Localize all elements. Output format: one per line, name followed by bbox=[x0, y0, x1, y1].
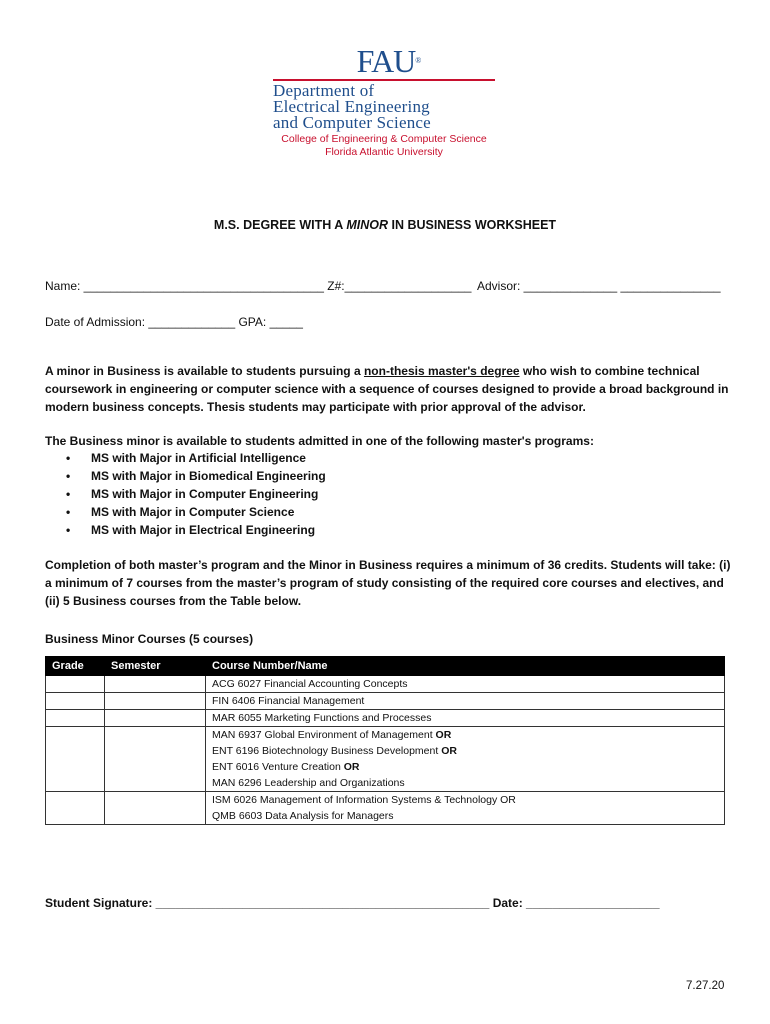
table-header-row bbox=[46, 657, 725, 676]
course-line bbox=[212, 759, 718, 775]
semester-cell[interactable] bbox=[105, 710, 206, 727]
table-row bbox=[46, 710, 725, 727]
program-item bbox=[45, 503, 326, 521]
semester-cell[interactable] bbox=[105, 792, 206, 825]
programs-list bbox=[45, 449, 326, 539]
bullet-icon: • bbox=[66, 451, 71, 465]
course-cell bbox=[206, 710, 725, 727]
intro-paragraph bbox=[45, 362, 735, 416]
program-label: MS with Major in Biomedical Engineering bbox=[91, 469, 326, 483]
course-text: ISM 6026 Management of Information Systems & Technology OR bbox=[212, 794, 516, 806]
table-row bbox=[46, 676, 725, 693]
department-line-1: Department of bbox=[273, 81, 375, 100]
university-name: Florida Atlantic University bbox=[325, 146, 443, 158]
completion-paragraph: Completion of both master’s program and the Minor in Business requires a minimum of 36 credits. Students will take: (i) a minimum of 7 courses from the master’s program of study consisting of the required core courses and electives, and (ii) 5 Business courses from the Table below. bbox=[45, 558, 731, 608]
table-title: Business Minor Courses (5 courses) bbox=[45, 632, 254, 646]
revision-date: 7.27.20 bbox=[686, 980, 725, 992]
course-or: OR bbox=[435, 729, 452, 741]
course-header: Course Number/Name bbox=[206, 657, 725, 676]
semester-cell[interactable] bbox=[105, 693, 206, 710]
bullet-icon: • bbox=[66, 469, 71, 483]
course-text: ENT 6016 Venture Creation bbox=[212, 761, 344, 773]
grade-cell[interactable] bbox=[46, 792, 105, 825]
admission-gpa-field[interactable]: Date of Admission: _____________ GPA: _____ bbox=[45, 315, 303, 329]
program-label: MS with Major in Computer Engineering bbox=[91, 487, 319, 501]
department-name bbox=[273, 83, 495, 131]
course-cell bbox=[206, 792, 725, 825]
program-label: MS with Major in Electrical Engineering bbox=[91, 523, 316, 537]
grade-cell[interactable] bbox=[46, 693, 105, 710]
department-line-3: and Computer Science bbox=[273, 113, 431, 132]
program-label: MS with Major in Computer Science bbox=[91, 505, 295, 519]
course-cell bbox=[206, 727, 725, 792]
table-row bbox=[46, 693, 725, 710]
course-text: QMB 6603 Data Analysis for Managers bbox=[212, 810, 394, 822]
course-line bbox=[212, 808, 718, 824]
page-title bbox=[0, 218, 770, 232]
course-text: MAR 6055 Marketing Functions and Processes bbox=[212, 712, 432, 724]
advisor-field[interactable]: Advisor: ______________ _______________ bbox=[477, 279, 721, 293]
table-row bbox=[46, 792, 725, 825]
grade-cell[interactable] bbox=[46, 727, 105, 792]
bullet-icon: • bbox=[66, 505, 71, 519]
course-or: OR bbox=[343, 761, 360, 773]
fau-logo bbox=[347, 44, 431, 78]
course-cell bbox=[206, 676, 725, 693]
department-line-2: Electrical Engineering bbox=[273, 97, 430, 116]
program-item bbox=[45, 521, 326, 539]
fau-logo-trademark: ® bbox=[415, 56, 422, 65]
bullet-icon: • bbox=[66, 523, 71, 537]
semester-cell[interactable] bbox=[105, 676, 206, 693]
intro-text-2: who wish to combine technical coursework in engineering or computer science with a sequence of courses designed to provide a broad background in modern business concepts. Thesis students may participate with prior approval of the advisor. bbox=[45, 364, 729, 414]
title-italic: MINOR bbox=[346, 218, 388, 232]
course-line bbox=[212, 710, 718, 726]
course-text: MAN 6937 Global Environment of Management bbox=[212, 729, 436, 741]
course-line bbox=[212, 676, 718, 692]
course-line bbox=[212, 693, 718, 709]
course-line bbox=[212, 727, 718, 743]
course-line bbox=[212, 792, 718, 808]
program-item bbox=[45, 467, 326, 485]
college-block bbox=[273, 133, 495, 159]
table-row bbox=[46, 727, 725, 792]
course-cell bbox=[206, 693, 725, 710]
course-text: FIN 6406 Financial Management bbox=[212, 695, 365, 707]
fau-logo-text: FAU bbox=[356, 43, 416, 79]
grade-cell[interactable] bbox=[46, 710, 105, 727]
semester-cell[interactable] bbox=[105, 727, 206, 792]
bullet-icon: • bbox=[66, 487, 71, 501]
semester-header: Semester bbox=[105, 657, 206, 676]
course-line bbox=[212, 775, 718, 791]
course-text: ENT 6196 Biotechnology Business Development bbox=[212, 745, 442, 757]
program-item bbox=[45, 485, 326, 503]
college-name: College of Engineering & Computer Science bbox=[281, 133, 487, 145]
grade-cell[interactable] bbox=[46, 676, 105, 693]
course-line bbox=[212, 743, 718, 759]
course-text: MAN 6296 Leadership and Organizations bbox=[212, 777, 405, 789]
course-or: OR bbox=[441, 745, 457, 757]
program-label: MS with Major in Artificial Intelligence bbox=[91, 451, 306, 465]
signature-date-field[interactable]: Student Signature: __________________________________________________ Date: ____________________ bbox=[45, 896, 660, 910]
grade-header: Grade bbox=[46, 657, 105, 676]
name-zid-field[interactable]: Name: ____________________________________ Z#:___________________ bbox=[45, 279, 472, 293]
business-courses-table bbox=[45, 656, 725, 825]
programs-intro: The Business minor is available to students admitted in one of the following master's programs: bbox=[45, 434, 594, 448]
intro-text-1: A minor in Business is available to students pursuing a bbox=[45, 364, 364, 378]
program-item bbox=[45, 449, 326, 467]
intro-underlined: non-thesis master's degree bbox=[363, 364, 520, 378]
title-part-1: M.S. DEGREE WITH A bbox=[213, 218, 347, 232]
title-part-2: IN BUSINESS WORKSHEET bbox=[388, 218, 557, 232]
course-text: ACG 6027 Financial Accounting Concepts bbox=[212, 678, 408, 690]
